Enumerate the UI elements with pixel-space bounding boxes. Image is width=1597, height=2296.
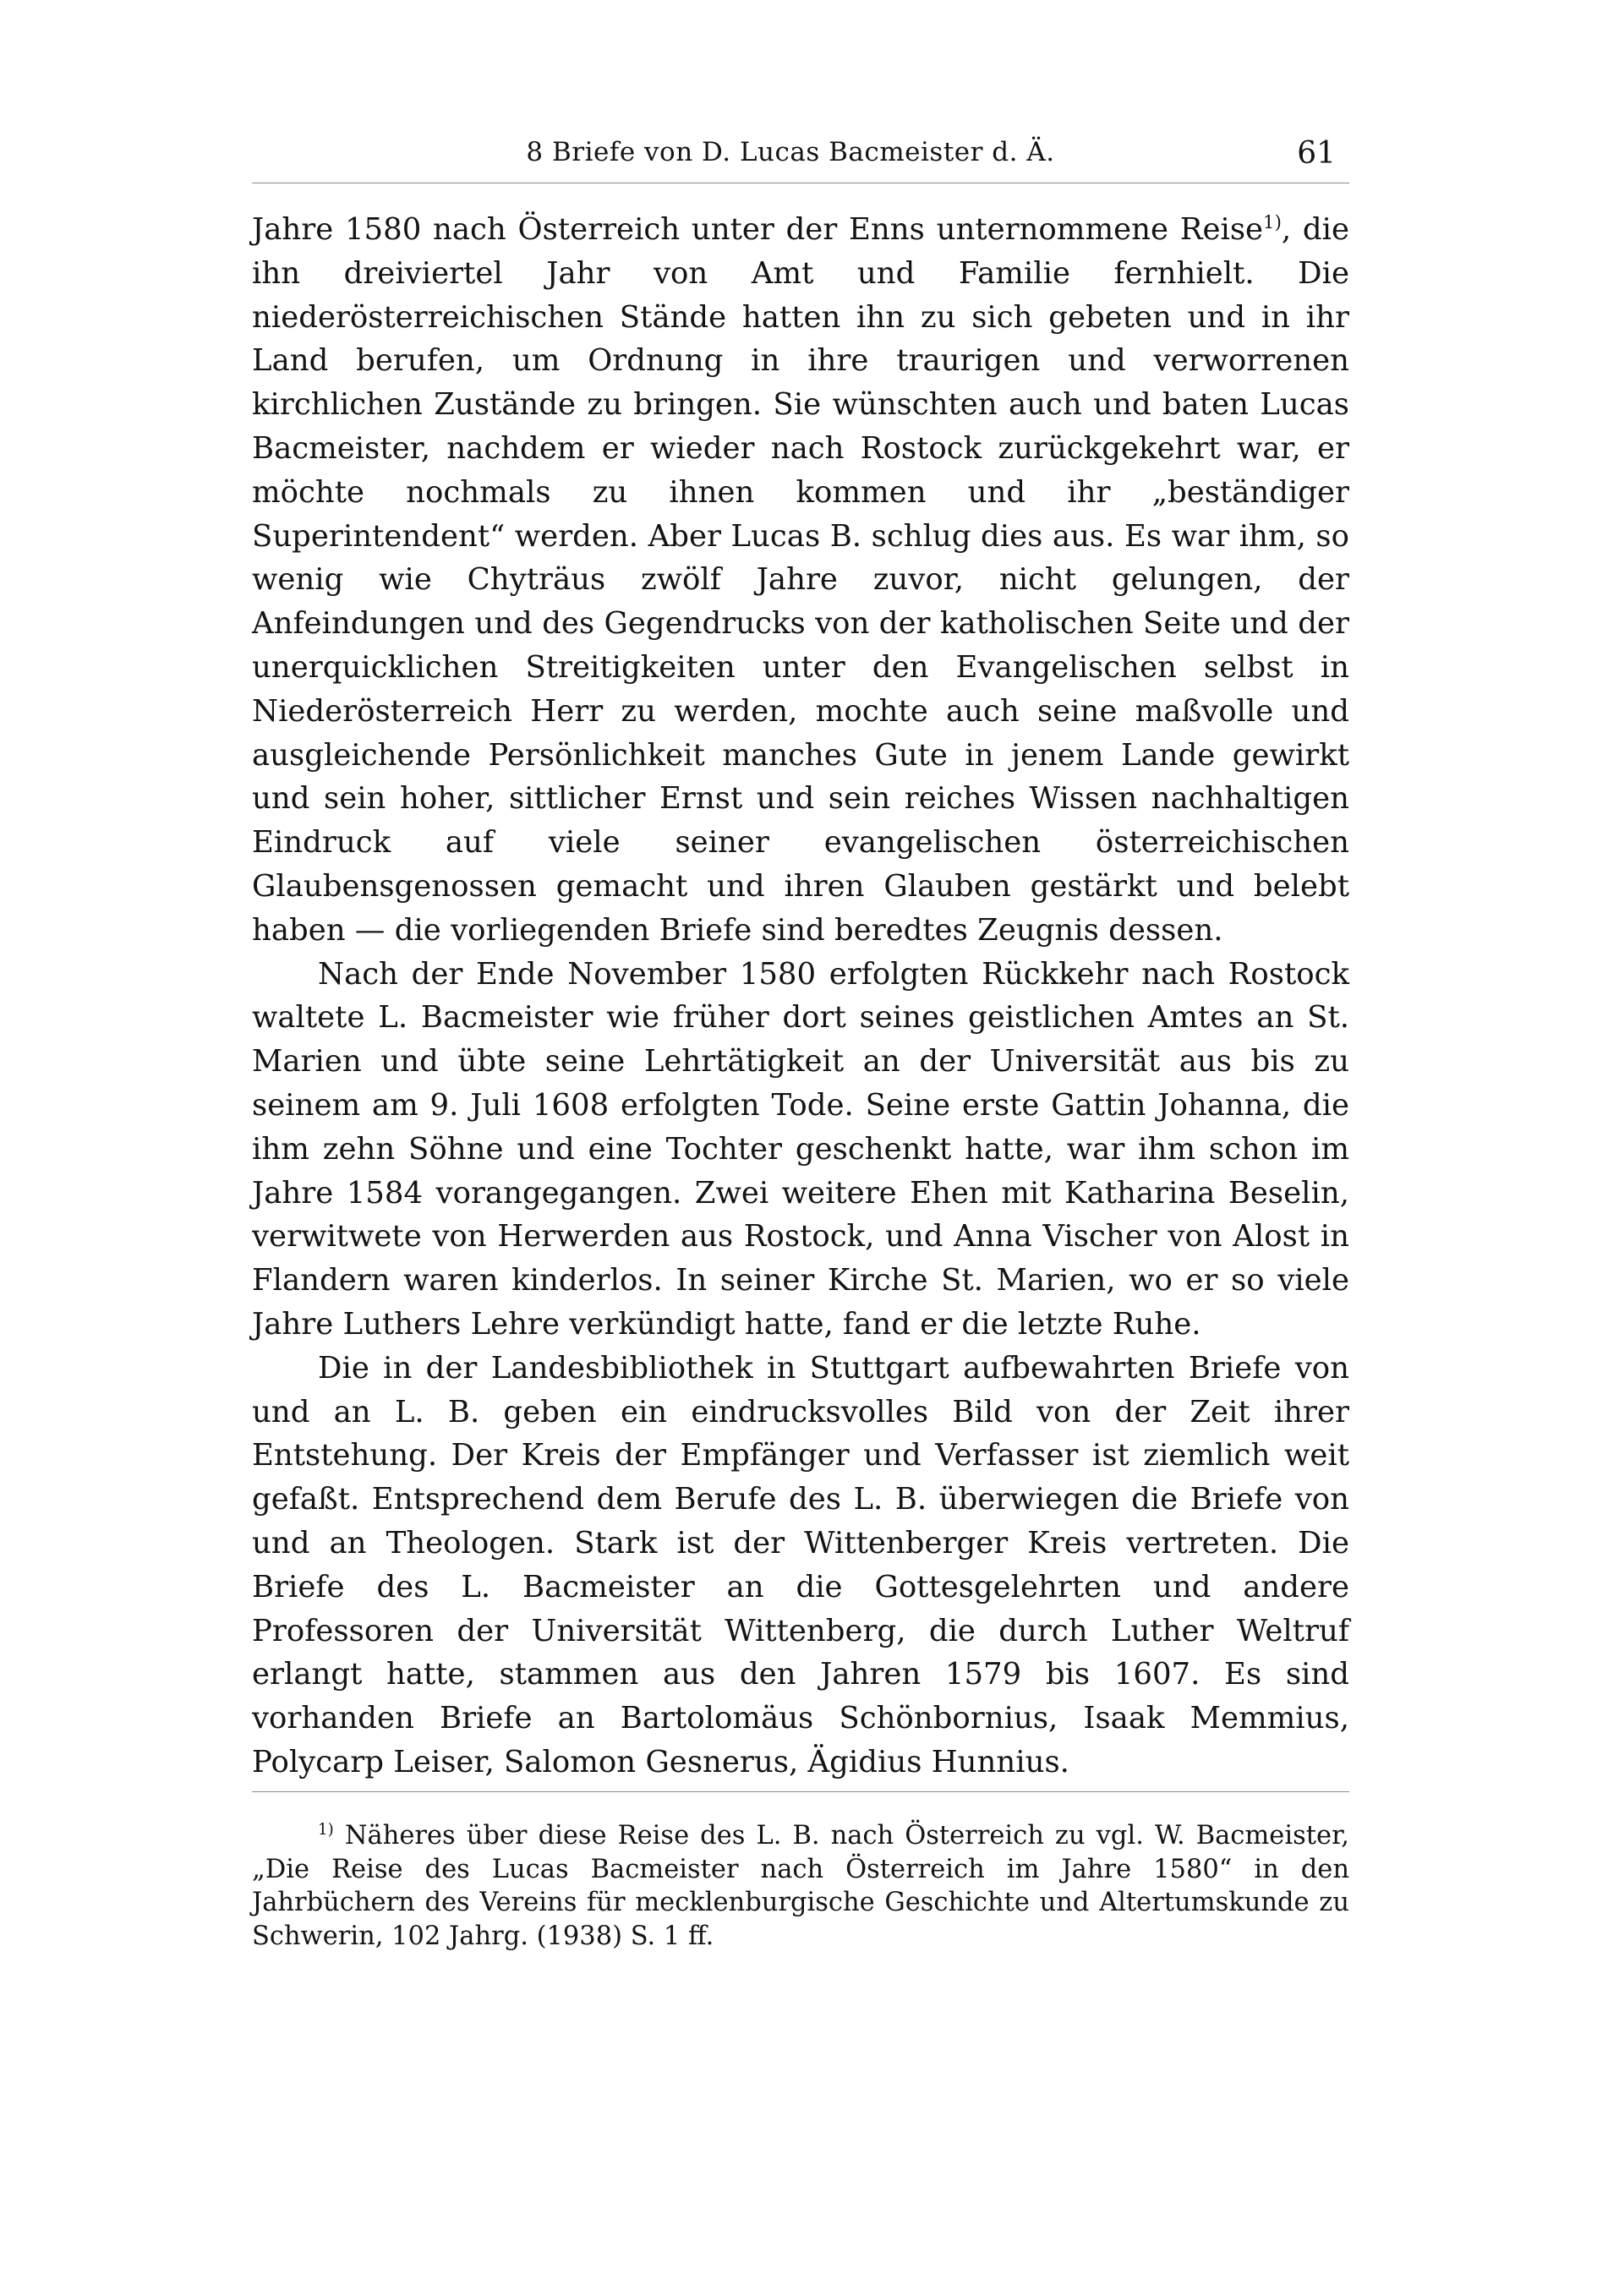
- footnote-rule: [252, 1791, 1349, 1792]
- running-title: 8 Briefe von D. Lucas Bacmeister d. Ä.: [526, 137, 1055, 167]
- footnote-reference[interactable]: 1): [1263, 212, 1282, 234]
- paragraph-1-rest: , die ihn dreiviertel Jahr von Amt und Familie fernhielt. Die niederösterreichischen Stände hatten ihn zu sich gebeten und in ihr Land berufen, um Ordnung in ihre traurigen und verworrenen kirchlichen Zustände zu bringen. Sie wünschten auch und baten Lucas Bacmeister, nachdem er wieder nach Rostock zurückgekehrt war, er möchte nochmals zu ihnen kommen und ihr „beständiger Superintendent“ werden. Aber Lucas B. schlug dies aus. Es war ihm, so wenig wie Chyträus zwölf Jahre zuvor, nicht gelungen, der Anfeindungen und des Gegendrucks von der katholischen Seite und der unerquicklichen Streitigkeiten unter den Evangelischen selbst in Niederösterreich Herr zu werden, mochte auch seine maßvolle und ausgleichende Persönlichkeit manches Gute in jenem Lande gewirkt und sein hoher, sittlicher Ernst und sein reiches Wissen nachhaltigen Eindruck auf viele seiner evangelischen österreichischen Glaubensgenossen gemacht und ihren Glauben gestärkt und belebt haben — die vorliegenden Briefe sind beredtes Zeugnis dessen.: [252, 212, 1349, 948]
- paragraph-2: Nach der Ende November 1580 erfolgten Rückkehr nach Rostock waltete L. Bacmeister wie früher dort seines geistlichen Amtes an St. Marien und übte seine Lehrtätigkeit an der Universität aus bis zu seinem am 9. Juli 1608 erfolgten Tode. Seine erste Gattin Johanna, die ihm zehn Söhne und eine Tochter geschenkt hatte, war ihm schon im Jahre 1584 vorangegangen. Zwei weitere Ehen mit Katharina Beselin, verwitwete von Herwerden aus Rostock, und Anna Vischer von Alost in Flandern waren kinderlos. In seiner Kirche St. Marien, wo er so viele Jahre Luthers Lehre verkündigt hatte, fand er die letzte Ruhe.: [252, 956, 1349, 1342]
- page-header: [245, 131, 1336, 173]
- paragraph-1: [252, 208, 1349, 953]
- footnote-1: [252, 1819, 1349, 1953]
- main-text: [252, 208, 1349, 1785]
- page-number: 61: [1297, 136, 1336, 171]
- footnote-marker: 1): [318, 1820, 334, 1839]
- paragraph-1-start: Jahre 1580 nach Österreich unter der Enns unternommene Reise: [252, 212, 1264, 247]
- paragraph-3: Die in der Landesbibliothek in Stuttgart aufbewahrten Briefe von und an L. B. geben ein eindrucksvolles Bild von der Zeit ihrer Entstehung. Der Kreis der Empfänger und Verfasser ist ziemlich weit gefaßt. Entsprechend dem Berufe des L. B. überwiegen die Briefe von und an Theologen. Stark ist der Wittenberger Kreis vertreten. Die Briefe des L. Bacmeister an die Gottesgelehrten und andere Professoren der Universität Wittenberg, die durch Luther Weltruf erlangt hatte, stammen aus den Jahren 1579 bis 1607. Es sind vorhanden Briefe an Bartolomäus Schönbornius, Isaak Memmius, Polycarp Leiser, Salomon Gesnerus, Ägidius Hunnius.: [252, 1350, 1349, 1779]
- footnote: [252, 1819, 1349, 1953]
- footnote-text: Näheres über diese Reise des L. B. nach Österreich zu vgl. W. Bacmeister, „Die Reise des Lucas Bacmeister nach Österreich im Jahre 1580“ in den Jahrbüchern des Vereins für mecklenburgische Geschichte und Altertumskunde zu Schwerin, 102 Jahrg. (1938) S. 1 ff.: [252, 1821, 1349, 1951]
